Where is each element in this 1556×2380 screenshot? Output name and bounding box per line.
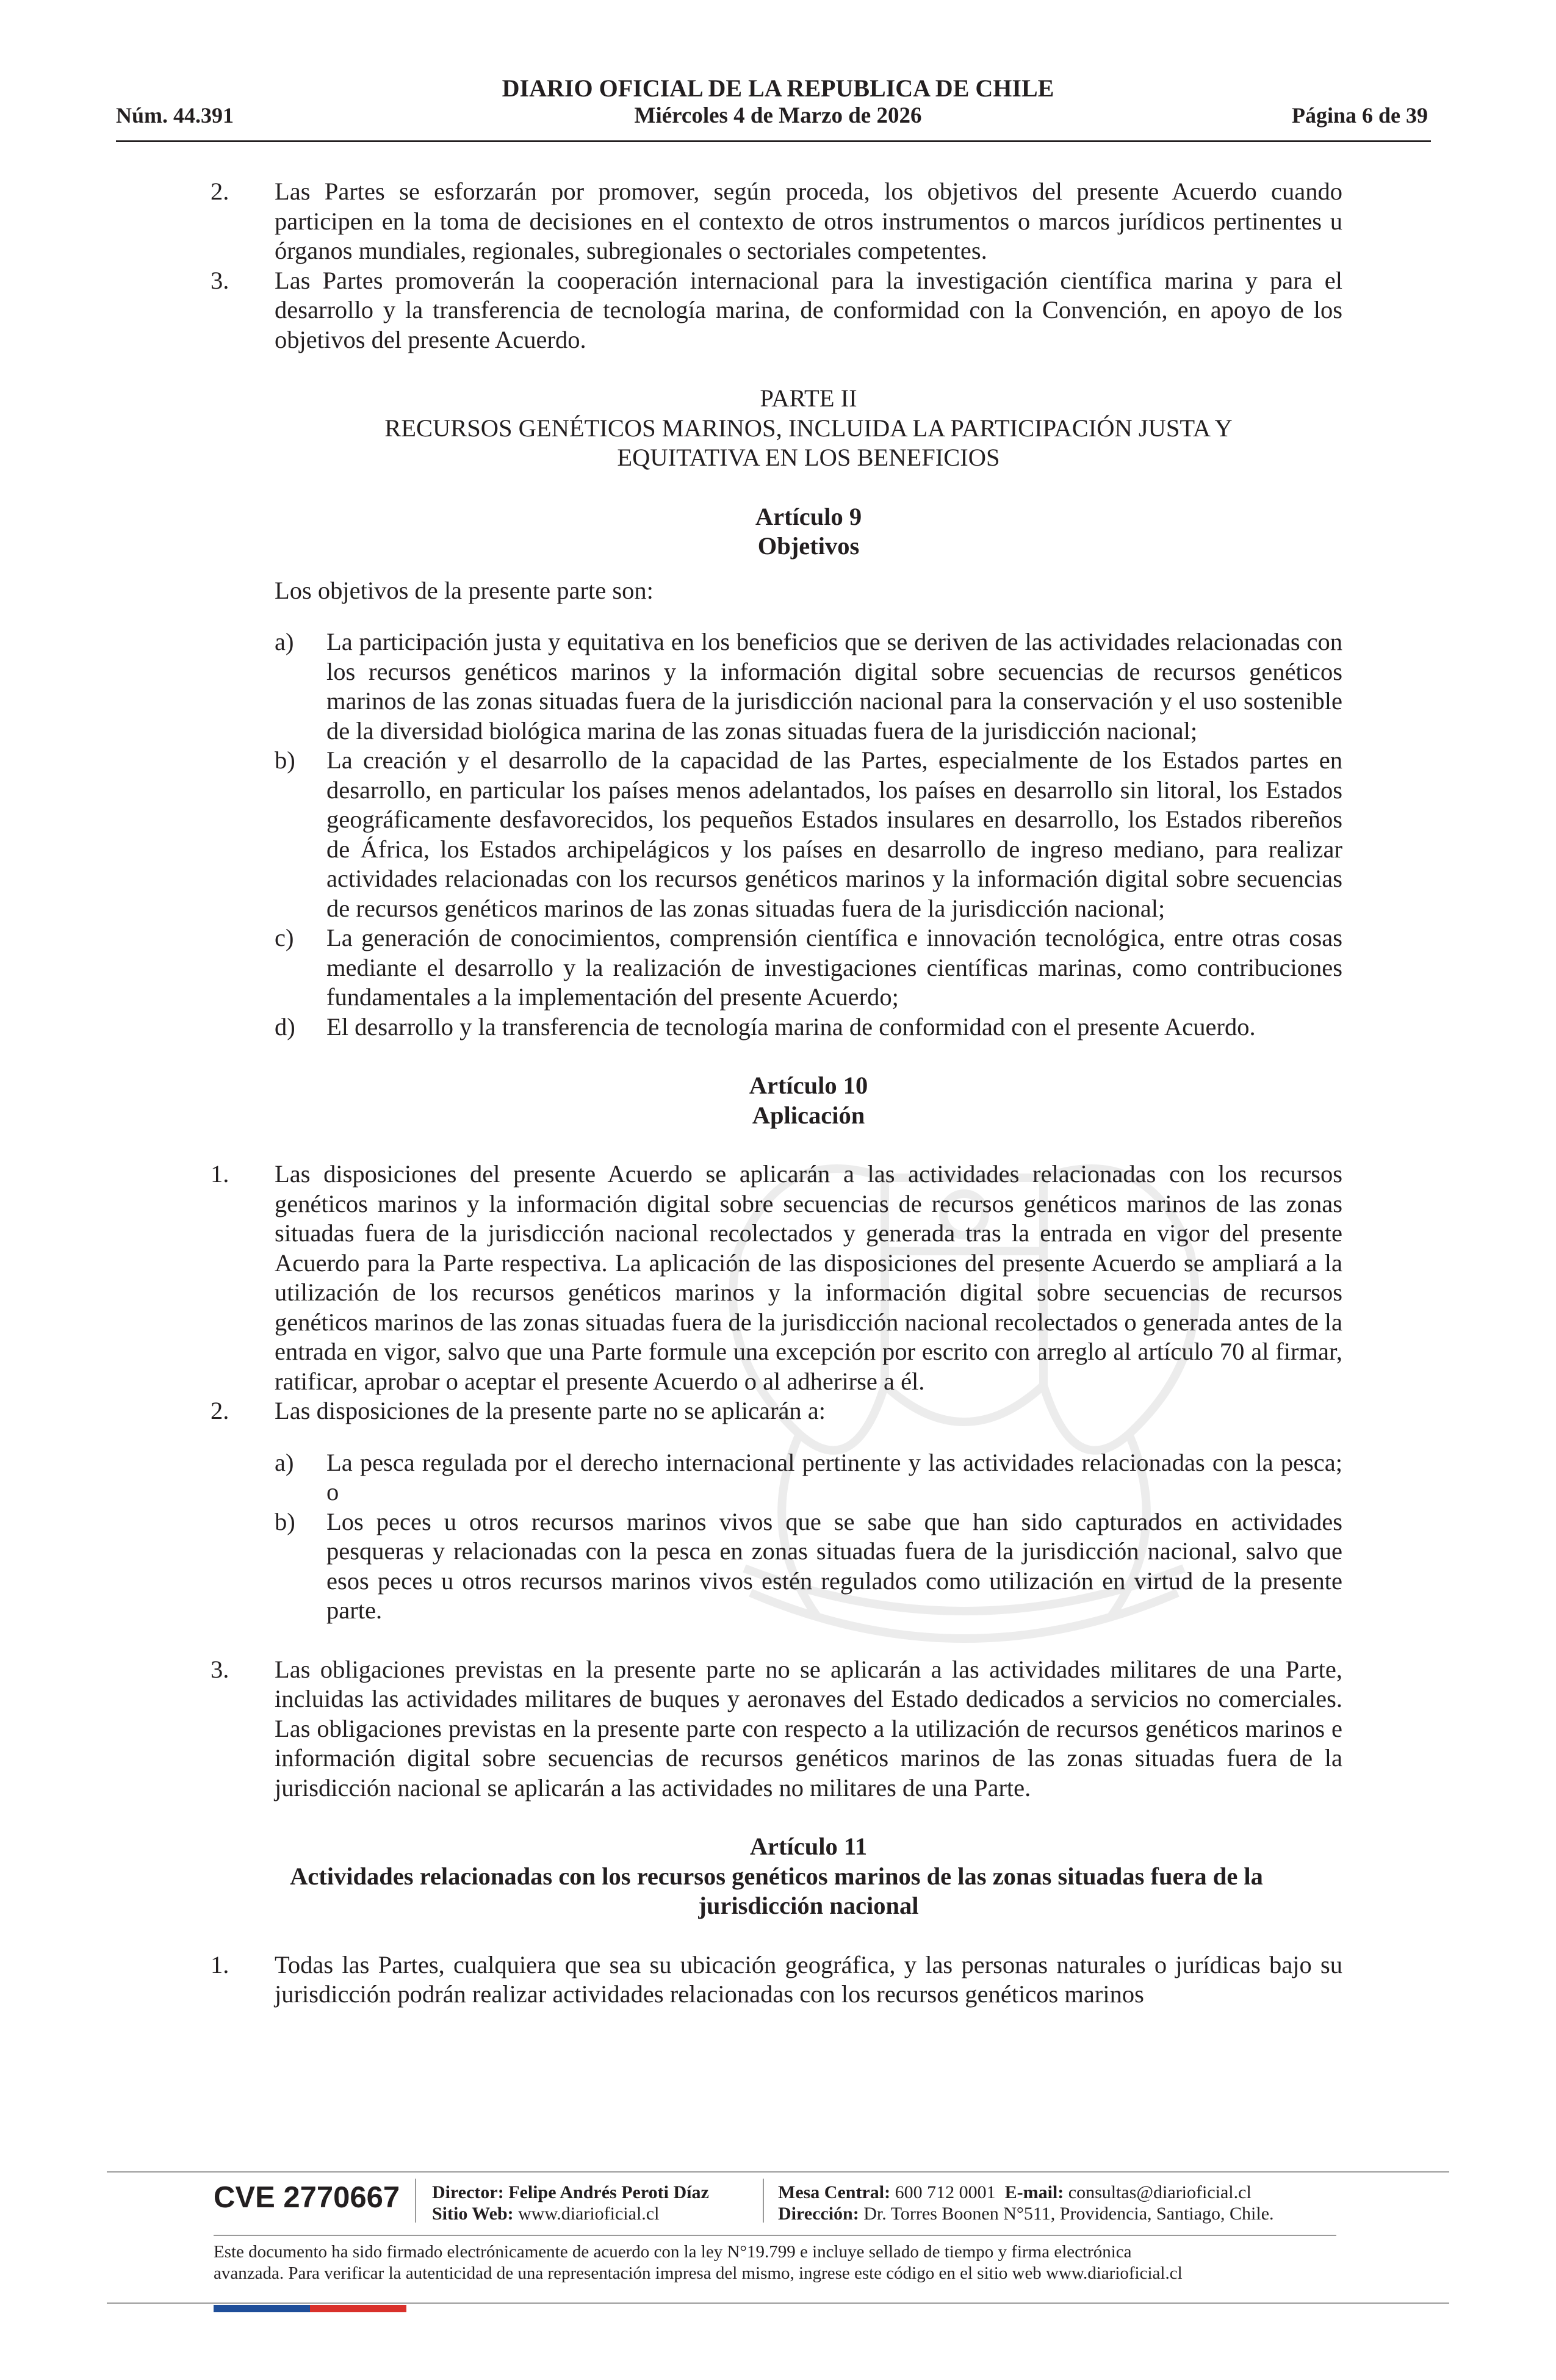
list-item-letter: b) — [275, 746, 295, 774]
footer-contact-block — [778, 2182, 1274, 2224]
part-title-line-1: RECURSOS GENÉTICOS MARINOS, INCLUIDA LA PARTICIPACIÓN JUSTA Y — [384, 414, 1233, 442]
article-10-paragraph-3 — [211, 1655, 1342, 1803]
footer-separator — [763, 2179, 764, 2223]
masthead — [351, 75, 1205, 130]
legal-notice — [214, 2241, 1349, 2284]
cve-code: CVE 2770667 — [214, 2181, 400, 2214]
article-11-label: Artículo 11 — [749, 1833, 868, 1860]
flag-bar-red — [310, 2305, 406, 2312]
paragraph-text: Todas las Partes, cualquiera que sea su ubicación geográfica, y las personas naturales o jurídicas bajo su jurisdicción podrán realizar actividades relacionadas con los recursos genéticos marinos — [275, 1950, 1342, 2008]
paragraph-text: Las disposiciones del presente Acuerdo se aplicarán a las actividades relacionadas con los recursos genéticos marinos y la información digital sobre secuencias de recursos genéticos marinos de las zonas situadas fuera de la jurisdicción nacional recolectados y generada tras la entrada en vigor del presente Acuerdo para la Parte respectiva. La aplicación de las disposiciones del presente Acuerdo se ampliará a la utilización de los recursos genéticos marinos y la información digital sobre secuencias de recursos genéticos marinos de las zonas situadas fuera de la jurisdicción nacional recolectados o generada antes de la entrada en vigor, salvo que una Parte formule una excepción por escrito con arreglo al artículo 70 al firmar, ratificar, aprobar o aceptar el presente Acuerdo o al adherirse a él. — [275, 1160, 1342, 1395]
paragraph-number: 2. — [211, 178, 229, 205]
list-item-letter: a) — [275, 1448, 294, 1476]
paragraph-text: Las disposiciones de la presente parte no se aplicarán a: — [275, 1397, 826, 1424]
legal-notice-line-1: Este documento ha sido firmado electrónicamente de acuerdo con la ley N°19.799 e incluye sellado de tiempo y firma electrónica — [214, 2242, 1132, 2262]
page-indicator: Página 6 de 39 — [1291, 103, 1428, 128]
part-title-line-2: EQUITATIVA EN LOS BENEFICIOS — [617, 444, 1000, 471]
flag-bar-blue — [214, 2305, 310, 2312]
footer-divider-top — [107, 2171, 1449, 2173]
list-item-text: La generación de conocimientos, comprensión científica e innovación tecnológica, entre otras cosas mediante el desarrollo y la realización de investigaciones científicas marinas, como contribuciones fundamentales a la implementación del presente Acuerdo; — [326, 924, 1342, 1011]
list-item-text: La pesca regulada por el derecho internacional pertinente y las actividades relacionadas con la pesca; o — [326, 1448, 1342, 1506]
article-10-label: Artículo 10 — [749, 1072, 868, 1099]
article-9-label: Artículo 9 — [755, 502, 862, 530]
paragraph-text: Las Partes promoverán la cooperación internacional para la investigación científica marina y para el desarrollo y la transferencia de tecnología marina, de conformidad con la Convención, en apoyo de los objetivos del presente Acuerdo. — [275, 266, 1342, 353]
paragraph-number: 1. — [211, 1950, 229, 1978]
list-item-letter: a) — [275, 628, 294, 655]
list-item-text: La creación y el desarrollo de la capacidad de las Partes, especialmente de los Estados partes en desarrollo, en particular los países menos adelantados, los países en desarrollo sin litoral, los Estados geográficamente desfavorecidos, los pequeños Estados insulares en desarrollo, los Estados ribereños de África, los Estados archipelágicos y los países en desarrollo de ingreso mediano, para realizar actividades relacionadas con los recursos genéticos marinos y la información digital sobre secuencias de recursos genéticos marinos de las zonas situadas fuera de la jurisdicción nacional; — [326, 746, 1342, 922]
part-label: PARTE II — [760, 384, 857, 412]
list-item-letter: b) — [275, 1507, 295, 1535]
legal-notice-line-2: avanzada. Para verificar la autenticidad de una representación impresa del mismo, ingrese este código en el sitio web www.diarioficial.cl — [214, 2263, 1183, 2283]
paragraph-number: 3. — [211, 1655, 229, 1683]
paragraph-3 — [211, 266, 1342, 355]
list-item-text: El desarrollo y la transferencia de tecnología marina de conformidad con el presente Acuerdo. — [326, 1012, 1256, 1040]
article-9-title: Objetivos — [757, 532, 860, 560]
article-10-paragraph-2 — [211, 1396, 1342, 1426]
site-label: Sitio Web: — [432, 2204, 514, 2224]
document-body — [211, 177, 1342, 2010]
list-item — [275, 1507, 1342, 1626]
list-item — [275, 1012, 1342, 1042]
mesa-value: 600 712 0001 — [895, 2182, 996, 2202]
paragraph-text: Las obligaciones previstas en la presente parte no se aplicarán a las actividades militares de una Parte, incluidas las actividades militares de buques y aeronaves del Estado dedicados a servicios no comerciales. Las obligaciones previstas en la presente parte con respecto a la utilización de recursos genéticos marinos e información digital sobre secuencias de recursos genéticos marinos de las zonas situadas fuera de la jurisdicción nacional se aplicarán a las actividades no militares de una Parte. — [275, 1655, 1342, 1801]
paragraph-number: 2. — [211, 1397, 229, 1424]
mesa-label: Mesa Central: — [778, 2182, 891, 2202]
publication-date: Miércoles 4 de Marzo de 2026 — [634, 103, 922, 128]
list-item-text: La participación justa y equitativa en los beneficios que se deriven de las actividades relacionadas con los recursos genéticos marinos y la información digital sobre secuencias de recursos genéticos marinos de las zonas situadas fuera de la jurisdicción nacional para la conservación y el uso sostenible de la diversidad biológica marina de las zonas situadas fuera de la jurisdicción nacional; — [326, 628, 1342, 745]
header-divider — [116, 140, 1431, 142]
footer-divider-middle — [214, 2235, 1336, 2236]
footer-divider-bottom — [107, 2302, 1449, 2304]
email-link[interactable]: consultas@diarioficial.cl — [1068, 2182, 1252, 2202]
article-9-intro — [211, 576, 1342, 606]
site-link[interactable]: www.diarioficial.cl — [518, 2204, 660, 2224]
list-item-letter: d) — [275, 1012, 295, 1040]
list-item — [275, 627, 1342, 746]
director-name: Felipe Andrés Peroti Díaz — [508, 2182, 709, 2202]
list-item — [275, 746, 1342, 923]
issue-number: Núm. 44.391 — [116, 103, 234, 128]
footer-separator — [415, 2179, 416, 2223]
article-11-title-line-2: jurisdicción nacional — [698, 1892, 919, 1919]
email-label: E-mail: — [1004, 2182, 1064, 2202]
paragraph-number: 3. — [211, 266, 229, 294]
paragraph-2 — [211, 177, 1342, 266]
address-value: Dr. Torres Boonen N°511, Providencia, Santiago, Chile. — [863, 2204, 1274, 2224]
article-10-title: Aplicación — [752, 1101, 865, 1129]
list-item-text: Los peces u otros recursos marinos vivos que se sabe que han sido capturados en actividades pesqueras y relacionadas con la pesca en zonas situadas fuera de la jurisdicción nacional, salvo que esos peces u otros recursos marinos vivos estén regulados como utilización en virtud de la presente parte. — [326, 1507, 1342, 1624]
address-label: Dirección: — [778, 2204, 859, 2224]
footer-director-block — [432, 2182, 709, 2224]
paragraph-text: Los objetivos de la presente parte son: — [275, 576, 654, 604]
paragraph-number: 1. — [211, 1160, 229, 1188]
list-item — [275, 1448, 1342, 1507]
article-10-paragraph-1 — [211, 1159, 1342, 1396]
paragraph-text: Las Partes se esforzarán por promover, según proceda, los objetivos del presente Acuerdo cuando participen en la toma de decisiones en el contexto de otros instrumentos o marcos jurídicos pertinentes u órganos mundiales, regionales, subregionales o sectoriales competentes. — [275, 178, 1342, 264]
article-11-title-line-1: Actividades relacionadas con los recursos genéticos marinos de las zonas situadas fuera de la — [290, 1862, 1263, 1890]
publication-title: DIARIO OFICIAL DE LA REPUBLICA DE CHILE — [502, 74, 1054, 102]
list-item-letter: c) — [275, 924, 294, 951]
article-11-paragraph-1 — [211, 1950, 1342, 2010]
list-item — [275, 923, 1342, 1012]
director-label: Director: — [432, 2182, 504, 2202]
